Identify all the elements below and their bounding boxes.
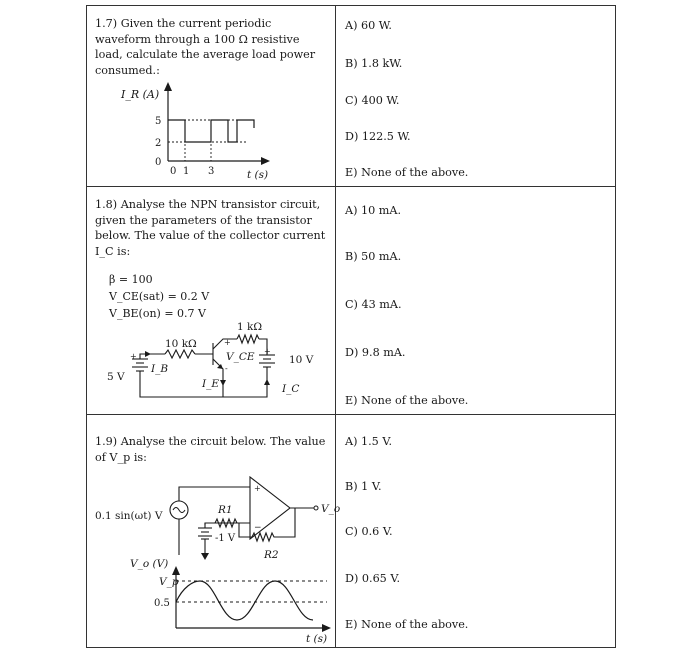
question-sheet	[86, 5, 616, 648]
base-resistor	[165, 350, 195, 358]
ib-arrow-icon	[145, 351, 151, 357]
vce-minus-sign: -	[225, 364, 228, 373]
question-1-8-text: 1.8) Analyse the NPN transistor circuit, given the parameters of the transistor below. The value of the collector current I_C is:	[95, 198, 326, 258]
collector-battery	[259, 355, 275, 374]
emitter-arrow-icon	[217, 364, 223, 369]
question-1-8	[86, 186, 616, 415]
npn-transistor-circuit-figure	[87, 187, 335, 416]
ib-label: I_B	[151, 363, 169, 375]
collector-plus-sign: +	[264, 347, 271, 356]
vp-tick-label: V_p	[159, 576, 179, 588]
ie-arrow-icon	[220, 380, 226, 386]
waveform-x-axis-label: t (s)	[247, 169, 269, 181]
ground-arrow-icon	[201, 553, 209, 560]
base-resistor-label: 10 kΩ	[165, 338, 197, 350]
x-axis-arrow-icon	[261, 157, 270, 165]
output-sine-curve	[176, 581, 313, 620]
collector-resistor	[237, 335, 259, 343]
plot-y-axis-label: V_o (V)	[130, 558, 169, 570]
y-tick-0-5: 0.5	[154, 598, 170, 609]
beta-parameter: β = 100	[109, 273, 153, 286]
source-label: 0.1 sin(ωt) V	[95, 510, 163, 522]
question-1-7-option-c[interactable]: C) 400 W.	[345, 94, 400, 107]
question-1-7-option-a[interactable]: A) 60 W.	[345, 19, 392, 32]
source-plus-sign: +	[130, 352, 137, 361]
question-1-9-option-e[interactable]: E) None of the above.	[345, 618, 469, 631]
y-tick-2: 2	[155, 138, 162, 149]
question-1-9	[86, 414, 616, 648]
current-waveform	[168, 120, 254, 142]
plot-x-arrow-icon	[322, 624, 331, 632]
question-1-9-option-c[interactable]: C) 0.6 V.	[345, 525, 393, 538]
vbe-on-parameter: V_BE(on) = 0.7 V	[109, 307, 206, 320]
y-tick-5: 5	[155, 116, 162, 127]
question-1-9-option-b[interactable]: B) 1 V.	[345, 480, 382, 493]
circuit-wires	[179, 487, 315, 555]
question-1-9-option-a[interactable]: A) 1.5 V.	[345, 435, 393, 448]
ic-arrow-icon	[264, 379, 270, 385]
question-1-7-option-b[interactable]: B) 1.8 kW.	[345, 57, 403, 70]
column-divider	[335, 187, 336, 414]
bias-battery	[198, 528, 212, 539]
ie-label: I_E	[202, 378, 220, 390]
x-tick-0: 0	[170, 166, 177, 177]
x-tick-3: 3	[208, 166, 215, 177]
opamp-circuit-figure	[87, 415, 341, 649]
current-waveform-figure	[87, 6, 335, 188]
question-1-7-option-d[interactable]: D) 122.5 W.	[345, 130, 411, 143]
source-voltage-label: 5 V	[107, 371, 125, 383]
x-tick-1: 1	[183, 166, 190, 177]
vce-label: V_CE	[226, 351, 255, 363]
question-1-8-option-d[interactable]: D) 9.8 mA.	[345, 346, 406, 359]
collector-resistor-label: 1 kΩ	[237, 321, 263, 333]
ic-label: I_C	[282, 383, 300, 395]
r1-label: R1	[218, 504, 233, 516]
output-terminal	[314, 506, 318, 510]
plot-x-axis-label: t (s)	[306, 633, 328, 645]
question-1-7-option-e[interactable]: E) None of the above.	[345, 166, 469, 179]
plot-y-arrow-icon	[172, 566, 180, 575]
question-1-9-text: 1.9) Analyse the circuit below. The value of V_p is:	[95, 435, 326, 464]
question-1-8-option-a[interactable]: A) 10 mA.	[345, 204, 402, 217]
column-divider	[335, 6, 336, 186]
waveform-y-axis-label: I_R (A)	[121, 88, 160, 101]
question-1-7	[86, 5, 616, 187]
question-1-8-option-e[interactable]: E) None of the above.	[345, 394, 469, 407]
question-1-9-option-d[interactable]: D) 0.65 V.	[345, 572, 401, 585]
vce-plus-sign: +	[224, 338, 231, 347]
bias-label: -1 V	[215, 533, 236, 544]
vo-label: V_o	[321, 503, 341, 515]
column-divider	[335, 415, 336, 647]
source-battery	[132, 359, 148, 375]
question-1-8-option-c[interactable]: C) 43 mA.	[345, 298, 402, 311]
y-axis-arrow-icon	[164, 82, 172, 91]
question-1-8-option-b[interactable]: B) 50 mA.	[345, 250, 402, 263]
r2-label: R2	[264, 549, 279, 561]
opamp-minus-sign: −	[254, 523, 262, 533]
collector-voltage-label: 10 V	[289, 354, 314, 366]
vce-sat-parameter: V_CE(sat) = 0.2 V	[109, 290, 210, 303]
y-tick-0: 0	[155, 157, 162, 168]
opamp-plus-sign: +	[254, 484, 261, 493]
question-1-7-text: 1.7) Given the current periodic waveform through a 100 Ω resistive load, calculate the average load power consumed.:	[95, 17, 316, 77]
